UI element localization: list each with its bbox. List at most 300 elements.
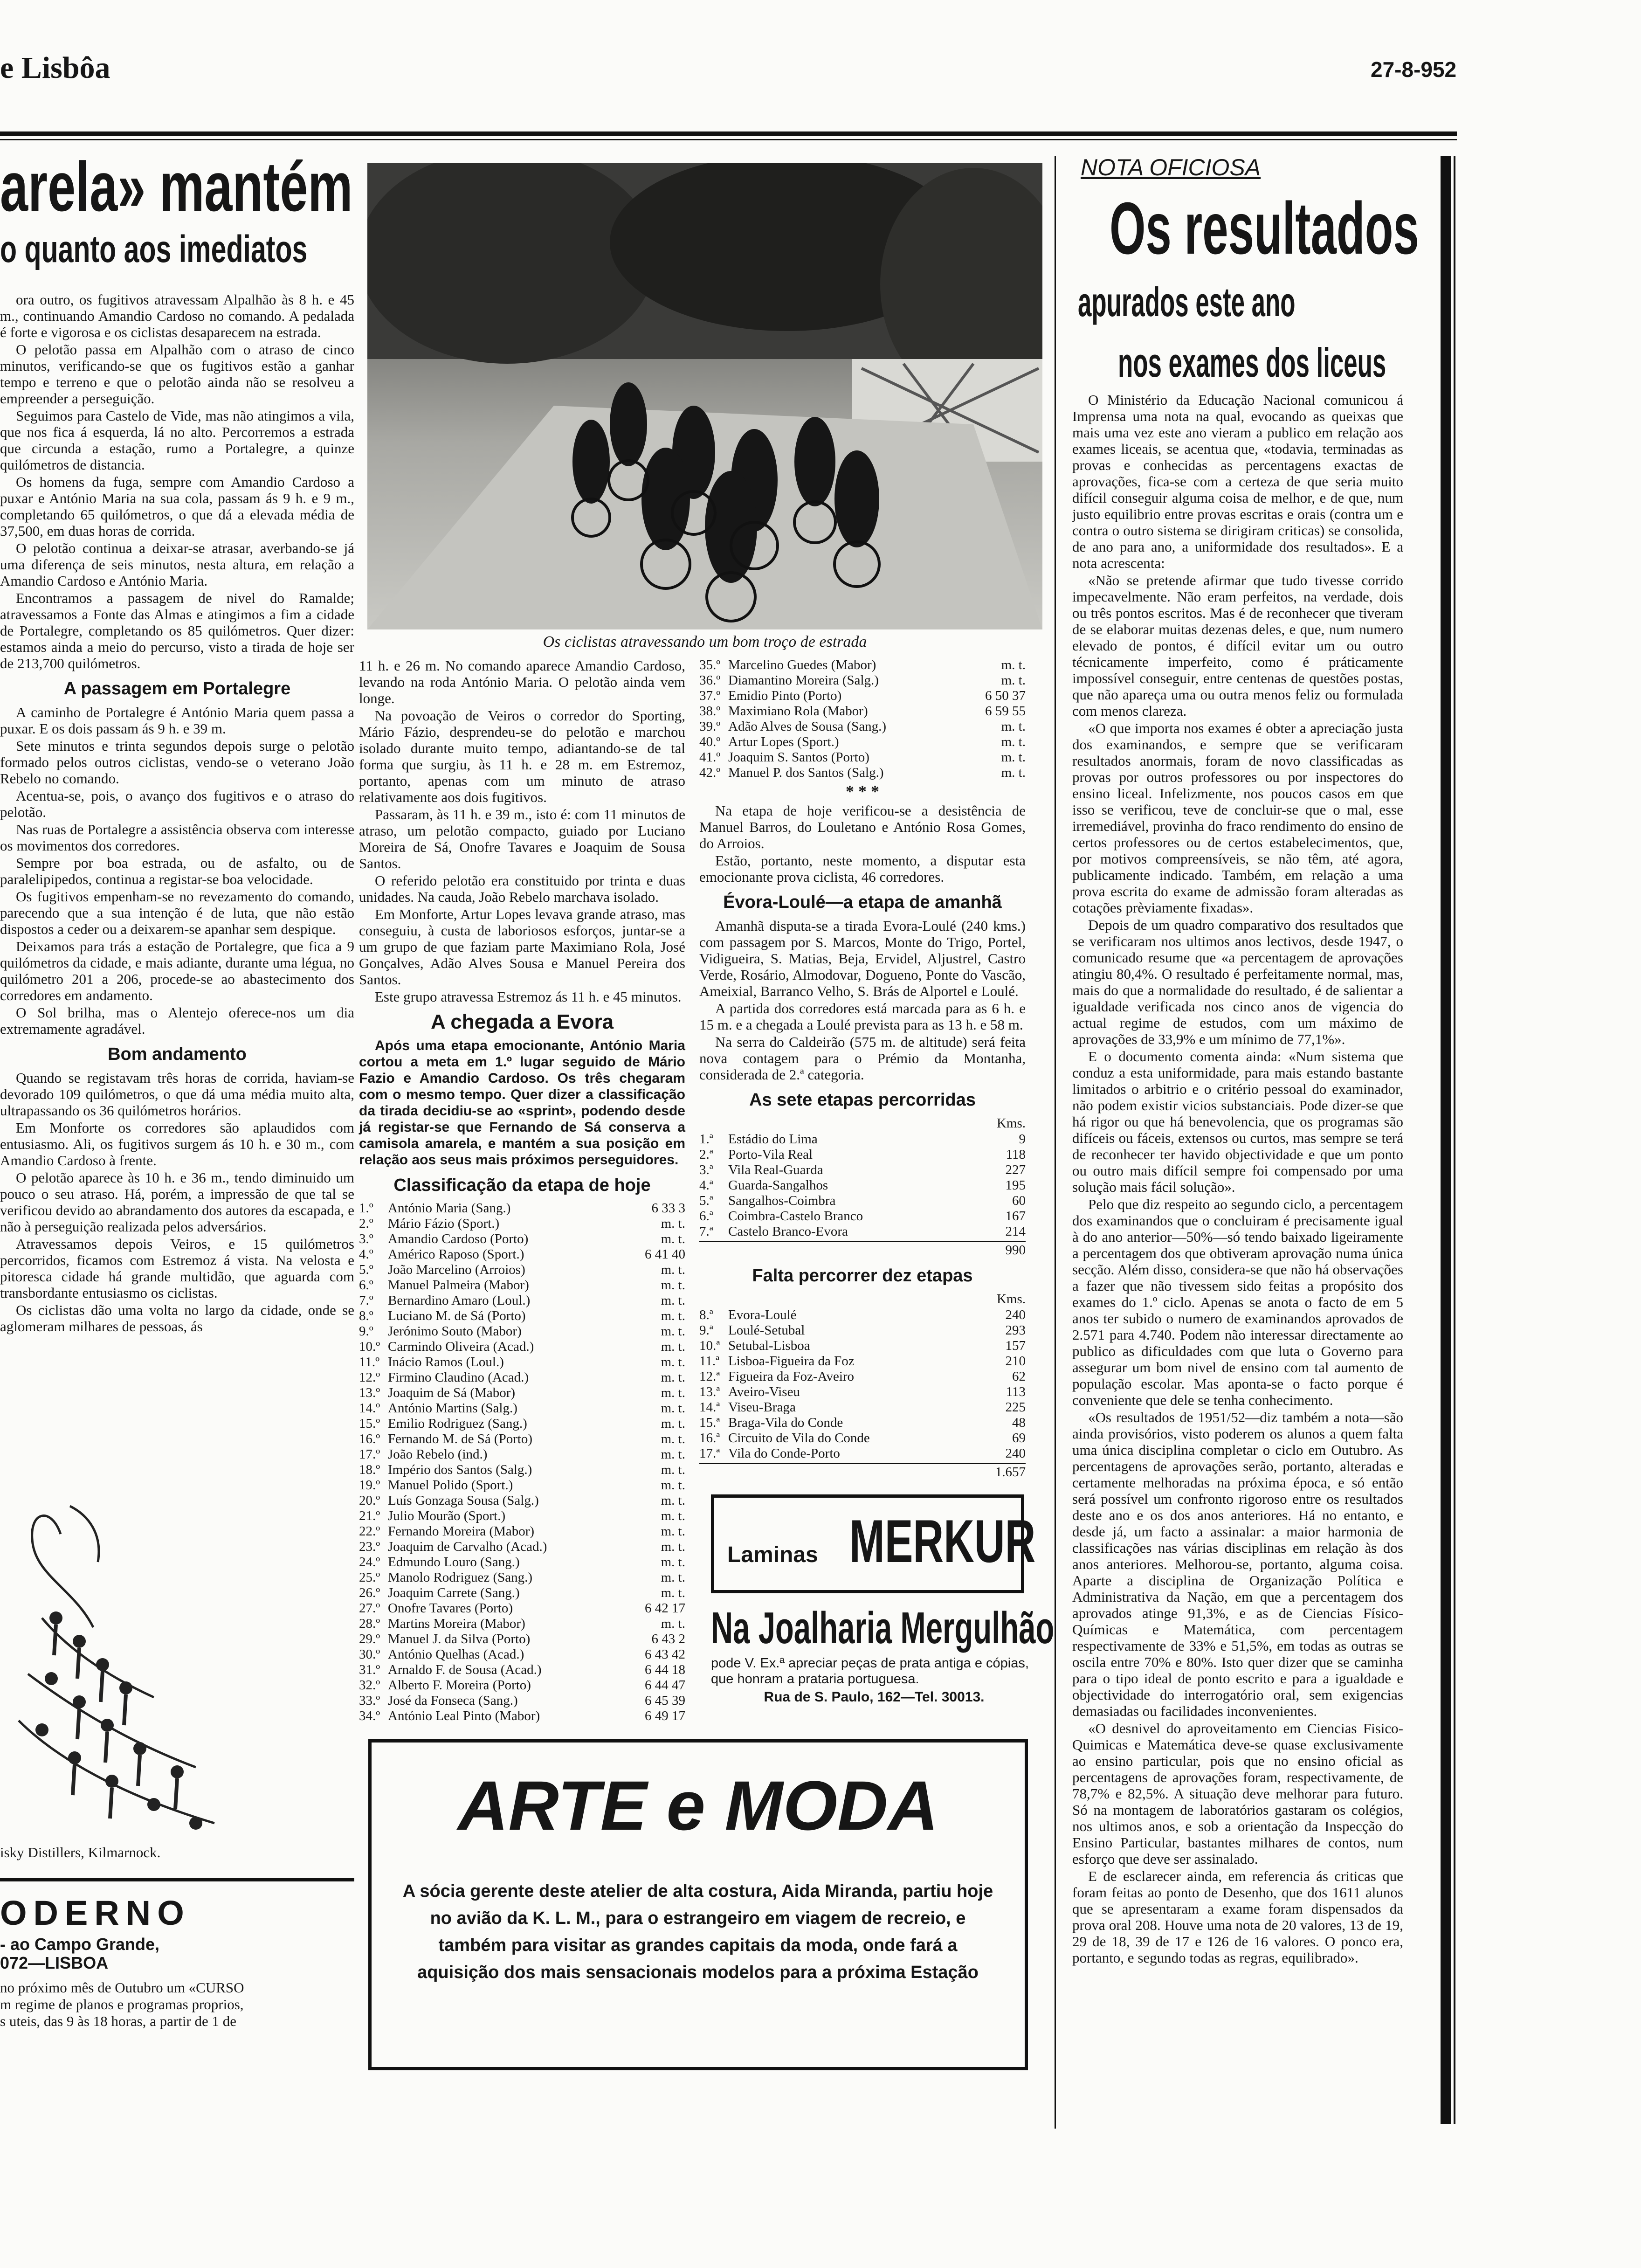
moderno-line5: s uteis, das 9 às 18 horas, a partir de 1 de	[0, 2013, 237, 2029]
table-row	[699, 1323, 1026, 1338]
left-p9: Acentua-se, pois, o avanço dos fugitivos e o atraso do pelotão.	[0, 788, 354, 820]
stage-number: 6.ª	[699, 1209, 713, 1224]
moderno-line3: no próximo mês de Outubro um «CURSO	[0, 1979, 244, 1996]
stage-km: 118	[1006, 1147, 1026, 1162]
row-time: 6 49 17	[645, 1708, 685, 1723]
rmid-p3: Amanhã disputa-se a tirada Evora-Loulé (240 kms.) com passagem por S. Marcos, Monte do Trigo, Portel, Vidigueira, S. Matias, Beja, Ervidel, Aljustrel, Castro Verde, Rosário, Almodovar, Dogueno, Ponte do Vascão, Ameixial, Barranco Velho, S. Brás de Alportel e Loulé.	[699, 918, 1026, 999]
row-position: 4.º	[359, 1247, 373, 1262]
mergulhao-body: pode V. Ex.ª apreciar peças de prata antiga e cópias, que honram a prataria portuguesa.	[711, 1656, 1029, 1687]
row-name: Emilio Rodriguez (Sang.)	[388, 1416, 527, 1431]
row-position: 34.º	[359, 1708, 380, 1723]
row-name: Manolo Rodriguez (Sang.)	[388, 1570, 533, 1585]
table-row	[359, 1324, 685, 1339]
arte-moda-title: ARTE e MODA	[458, 1766, 938, 1845]
row-name: Amandio Cardoso (Porto)	[388, 1231, 529, 1246]
stage-km: 167	[1005, 1209, 1026, 1224]
row-time: m. t.	[661, 1478, 685, 1493]
row-time: m. t.	[661, 1462, 685, 1477]
row-position: 8.º	[359, 1308, 373, 1323]
row-name: António Maria (Sang.)	[388, 1201, 511, 1216]
left-headline-2: o quanto aos imediatos	[0, 228, 308, 270]
row-time: 6 33 3	[651, 1201, 685, 1216]
rmid-p2: Estão, portanto, neste momento, a disputar esta emocionante prova ciclista, 46 corredores.	[699, 852, 1026, 885]
row-time: m. t.	[661, 1447, 685, 1462]
mid-p2: Na povoação de Veiros o corredor do Sporting, Mário Fázio, desprendeu-se do pelotão e marchou isolado durante muito tempo, adiantando-se de tal forma que surgiu, às 11 h. e 28 m. em Estremoz, portanto, apenas com um minuto de atraso relativamente aos dois fugitivos.	[359, 707, 685, 805]
classification-table	[359, 1201, 685, 1724]
row-name: Diamantino Moreira (Salg.)	[728, 673, 879, 688]
row-time: m. t.	[661, 1262, 685, 1277]
nota-deck-1: apurados este ano	[1078, 279, 1296, 325]
table-row	[359, 1355, 685, 1370]
whisky-ad-illustration	[0, 1478, 354, 1851]
stage-route: Braga-Vila do Conde	[728, 1415, 843, 1430]
row-name: Artur Lopes (Sport.)	[728, 734, 839, 749]
row-position: 18.º	[359, 1462, 380, 1477]
row-position: 6.º	[359, 1278, 373, 1293]
mid-p5: Em Monforte, Artur Lopes levava grande atraso, mas conseguiu, à custa de laboriosos esforços, juntar-se a um grupo de que faziam parte Maximiano Rola, José Gonçalves, Adão Alves Sousa e Manuel Pereira dos Santos.	[359, 906, 685, 988]
stage-number: 13.ª	[699, 1384, 720, 1399]
arte-moda-ad	[368, 1739, 1028, 2070]
stage-route: Figueira da Foz-Aveiro	[728, 1369, 855, 1384]
table-row	[359, 1570, 685, 1585]
nota-p8: «O desnivel do aproveitamento em Ciencias Fisico-Quimicas e Matemática deve-se quase exclusivamente ao ensino particular, pois que no ensino oficial as percentagens de aprovações foram, respectivamente, de 78,7% e 82,5%. A situação deve melhorar para futuro. Só na montagem de laboratórios gastaram os colégios, nos ultimos anos, e sob a orientação da Inspecção do Ensino Particular, bastantes milhares de contos, num esforço que deve ser assinalado.	[1072, 1720, 1403, 1867]
row-time: 6 44 18	[645, 1662, 685, 1677]
row-position: 32.º	[359, 1678, 380, 1693]
row-position: 21.º	[359, 1508, 380, 1523]
nota-p2: «Não se pretende afirmar que tudo tivesse corrido impecavelmente. Não eram perfeitos, na verdade, dois ou três pontos escritos. Mas é de reconhecer que tiveram de se elaborar muitas dezenas deles, e que, num numero elevado de pontos, é difícil evitar um ou outro técnicamente imperfeito, como é práticamente impossível conseguir, entre centenas de questões postas, que não apareça uma ou outra menos feliz ou formulada com menos clareza.	[1072, 572, 1403, 719]
left-subhead-andamento: Bom andamento	[108, 1044, 247, 1064]
row-name: Jerónimo Souto (Mabor)	[388, 1324, 522, 1339]
header-rule-thick	[0, 131, 1457, 136]
table-row	[699, 1147, 1026, 1162]
row-name: Adão Alves de Sousa (Sang.)	[728, 719, 887, 734]
row-time: 6 41 40	[645, 1247, 685, 1262]
row-position: 30.º	[359, 1647, 380, 1662]
table-row	[699, 1307, 1026, 1323]
row-time: m. t.	[661, 1308, 685, 1323]
page-date: 27-8-952	[1371, 57, 1457, 82]
rmid-p5: Na serra do Caldeirão (575 m. de altitude) será feita nova contagem para o Prémio da Montanha, considerada de 2.ª categoria.	[699, 1034, 1026, 1083]
row-name: Mário Fázio (Sport.)	[388, 1216, 500, 1231]
table-row	[699, 1178, 1026, 1193]
row-position: 28.º	[359, 1616, 380, 1631]
distillers-text: isky Distillers, Kilmarnock.	[0, 1844, 161, 1860]
table-row	[699, 719, 1026, 734]
stage-number: 5.ª	[699, 1193, 713, 1208]
table-row	[359, 1539, 685, 1555]
row-name: Joaquim Carrete (Sang.)	[388, 1585, 520, 1600]
table-row	[359, 1601, 685, 1616]
row-name: Edmundo Louro (Sang.)	[388, 1555, 520, 1570]
row-time: m. t.	[661, 1508, 685, 1523]
table-row	[699, 765, 1026, 781]
row-time: m. t.	[661, 1539, 685, 1554]
table-row	[699, 1431, 1026, 1446]
row-name: Joaquim de Carvalho (Acad.)	[388, 1539, 547, 1554]
row-position: 20.º	[359, 1493, 380, 1508]
stage-route: Vila do Conde-Porto	[728, 1446, 840, 1461]
table-row	[699, 1193, 1026, 1209]
stage-route: Porto-Vila Real	[728, 1147, 813, 1162]
table-row	[359, 1616, 685, 1632]
stage-number: 2.ª	[699, 1147, 713, 1162]
row-time: m. t.	[661, 1339, 685, 1354]
row-position: 36.º	[699, 673, 721, 688]
nota-p6: Pelo que diz respeito ao segundo ciclo, a percentagem dos examinandos que o concluiram é precisamente igual à do ano anterior—50%—só tendo baixado ligeiramente a percentagem dos que obtiveram aprovação numa única secção. Além disso, considera-se que não há observações a fazer que não tivessem sido feitas a propósito dos exames do 1.º ciclo. Apenas se anota o facto de em 5 anos ter subido o numero de examinandos aprovados de 2.571 para 4.740. Podem não interessar directamente ao publico as dificuldades com que luta o Governo para assegurar um bom nivel de ensino com tal aumento de população escolar. Mas aponta-se o facto porque é conveniente que dele se tenha conhecimento.	[1072, 1196, 1403, 1408]
row-position: 40.º	[699, 734, 721, 749]
row-name: Américo Raposo (Sport.)	[388, 1247, 524, 1262]
left-p1: ora outro, os fugitivos atravessam Alpalhão às 8 h. e 45 m., continuando Amandio Cardoso no comando. A pedalada é forte e vigorosa e os ciclistas desaparecem na estrada.	[0, 291, 354, 340]
nota-p9: E de esclarecer ainda, em referencia ás criticas que foram feitas ao ponto de Desenho, que dos 1611 alunos que se apresentaram a exame foram dispensados da prova oral 208. Houve uma nota de 20 valores, 13 de 19, 29 de 18, 39 de 17 e 126 de 16 valores. O ponco era, portanto, e segundo todas as regras, equilibrado».	[1072, 1868, 1403, 1966]
stage-km: 113	[1006, 1384, 1026, 1399]
table-row	[359, 1370, 685, 1385]
row-name: António Leal Pinto (Mabor)	[388, 1708, 540, 1723]
row-time: 6 50 37	[985, 688, 1026, 703]
stage-km: 157	[1005, 1338, 1026, 1353]
moderno-title: ODERNO	[0, 1894, 191, 1932]
table-row	[699, 1446, 1026, 1461]
row-name: Luciano M. de Sá (Porto)	[388, 1308, 526, 1323]
merkur-ad	[711, 1494, 1036, 1593]
row-time: 6 42 17	[645, 1601, 685, 1616]
left-p5: O pelotão continua a deixar-se atrasar, averbando-se já uma diferença de seis minutos, nesta altura, em relação a Amandio Cardoso e António Maria.	[0, 540, 354, 589]
subhead-classificacao: Classificação da etapa de hoje	[393, 1175, 651, 1195]
left-p3: Seguimos para Castelo de Vide, mas não atingimos a vila, que nos fica á esquerda, lá no alto. Percorremos a estrada que circunda a estação, rumo a Portalegre, a quinze quilómetros de distancia.	[0, 408, 354, 473]
stage-km: 227	[1005, 1162, 1026, 1177]
table-row	[359, 1678, 685, 1693]
merkur-big: MERKUR	[849, 1507, 1036, 1575]
stage-route: Loulé-Setubal	[728, 1323, 805, 1338]
stage-number: 14.ª	[699, 1400, 720, 1415]
mid-bold-paragraph: Após uma etapa emocionante, António Maria cortou a meta em 1.º lugar seguido de Mário Fazio e Amandio Cardoso. Os três chegaram com o mesmo tempo. Quer dizer a classificação da tirada decidiu-se ao «sprint», podendo desde já registar-se que Fernando de Sá conserva a camisola amarela, e mantém a sua posição em relação aos seus mais próximos perseguidores.	[359, 1038, 685, 1168]
table-row	[359, 1478, 685, 1493]
left-p16: Em Monforte os corredores são aplaudidos com entusiasmo. Ali, os fugitivos surgem ás 10 h. e 30 m., com Amandio Cardoso à frente.	[0, 1120, 354, 1169]
table-row	[359, 1231, 685, 1247]
left-p13: Deixamos para trás a estação de Portalegre, que fica a 9 quilómetros da cidade, e mais adiante, durante uma légua, no quilómetro 201 a 206, procede-se ao abastecimento dos corredores em andamento.	[0, 938, 354, 1003]
row-position: 9.º	[359, 1324, 373, 1339]
stage-number: 3.ª	[699, 1162, 713, 1177]
row-time: 6 59 55	[985, 704, 1026, 719]
masthead-fragment: e Lisbôa	[0, 51, 110, 85]
stage-km: 9	[1019, 1132, 1026, 1147]
row-name: Império dos Santos (Salg.)	[388, 1462, 532, 1477]
row-name: Fernando Moreira (Mabor)	[388, 1524, 535, 1539]
todo-total: 1.657	[699, 1463, 1026, 1480]
row-name: Fernando M. de Sá (Porto)	[388, 1431, 533, 1446]
table-row	[359, 1385, 685, 1401]
left-p19: Os ciclistas dão uma volta no largo da cidade, onde se aglomeram milhares de pessoas, ás	[0, 1302, 354, 1335]
table-row	[699, 1338, 1026, 1354]
table-row	[699, 1354, 1026, 1369]
mid-p4: O referido pelotão era constituido por trinta e duas unidades. Na cauda, João Rebelo marchava isolado.	[359, 872, 685, 905]
row-position: 1.º	[359, 1201, 373, 1216]
table-row	[699, 1132, 1026, 1147]
table-row	[699, 1400, 1026, 1415]
row-time: m. t.	[661, 1355, 685, 1369]
photo-scene	[367, 163, 1042, 629]
subhead-falta-percorrer: Falta percorrer dez etapas	[752, 1266, 973, 1286]
table-row	[359, 1585, 685, 1601]
classification-table-cont	[699, 657, 1026, 781]
left-subhead-portalegre: A passagem em Portalegre	[63, 679, 291, 698]
table-row	[359, 1447, 685, 1462]
row-name: Joaquim S. Santos (Porto)	[728, 750, 869, 765]
stage-number: 1.ª	[699, 1132, 713, 1147]
mid-p1: 11 h. e 26 m. No comando aparece Amandio Cardoso, levando na roda António Maria. O pelotão ainda vem longe.	[359, 657, 685, 706]
row-position: 2.º	[359, 1216, 373, 1231]
arte-moda-body: A sócia gerente deste atelier de alta costura, Aida Miranda, partiu hoje no avião da K. L. M., para o estrangeiro em viagem de recreio, e também para visitar as grandes capitais da moda, onde fará a aquisição dos mais sensacionais modelos para a próxima Estação	[402, 1881, 993, 1982]
row-time: m. t.	[661, 1278, 685, 1293]
row-position: 14.º	[359, 1401, 380, 1416]
left-p10: Nas ruas de Portalegre a assistência observa com interesse os movimentos dos corredores.	[0, 821, 354, 854]
row-time: m. t.	[661, 1370, 685, 1385]
row-name: Julio Mourão (Sport.)	[388, 1508, 506, 1523]
nota-left-rule	[1055, 156, 1056, 2129]
row-name: António Martins (Salg.)	[388, 1401, 517, 1416]
row-name: Inácio Ramos (Loul.)	[388, 1355, 504, 1369]
nota-kicker: NOTA OFICIOSA	[1081, 154, 1261, 180]
row-name: João Rebelo (ind.)	[388, 1447, 488, 1462]
table-row	[359, 1662, 685, 1678]
table-row	[359, 1708, 685, 1724]
stage-route: Circuito de Vila do Conde	[728, 1431, 870, 1445]
left-p15: Quando se registavam três horas de corrida, haviam-se devorado 109 quilómetros, o que dá uma média muito alta, ultrapassando os 36 quilómetros horários.	[0, 1070, 354, 1119]
table-row	[359, 1647, 685, 1662]
stage-number: 4.ª	[699, 1178, 713, 1193]
nota-right-rule-thick	[1441, 156, 1451, 2124]
row-time: m. t.	[661, 1231, 685, 1246]
row-name: Martins Moreira (Mabor)	[388, 1616, 525, 1631]
left-headline-1: arela» mantém	[0, 147, 353, 226]
row-name: António Quelhas (Acad.)	[388, 1647, 524, 1662]
nota-body	[1072, 392, 1403, 1967]
row-name: Arnaldo F. de Sousa (Acad.)	[388, 1662, 542, 1677]
row-position: 12.º	[359, 1370, 380, 1385]
row-time: m. t.	[1001, 750, 1026, 765]
stage-km: 240	[1005, 1446, 1026, 1461]
row-time: m. t.	[661, 1493, 685, 1508]
row-position: 31.º	[359, 1662, 380, 1677]
nota-p4: Depois de um quadro comparativo dos resultados que se verificaram nos ultimos anos lectivos, desde 1947, o comunicado resume que «a percentagem de aprovações atingiu 80,4%. O resultado é perfeitamente normal, mas, mais do que a normalidade do resultado, é de salientar a igualdade verificada nos cinco anos de vigencia do actual regime de estudos, com um máximo de aprovações de 33,9% e um mínimo de 77,1%».	[1072, 917, 1403, 1047]
row-time: m. t.	[1001, 673, 1026, 688]
mid-p6: Este grupo atravessa Estremoz ás 11 h. e 45 minutos.	[375, 989, 682, 1005]
table-row	[699, 1415, 1026, 1431]
stage-route: Viseu-Braga	[728, 1400, 796, 1415]
table-row	[359, 1493, 685, 1508]
table-row	[359, 1431, 685, 1447]
row-name: Manuel Polido (Sport.)	[388, 1478, 513, 1493]
row-name: Alberto F. Moreira (Porto)	[388, 1678, 531, 1693]
row-time: m. t.	[661, 1524, 685, 1539]
row-name: Manuel Palmeira (Mabor)	[388, 1278, 529, 1293]
stage-number: 12.ª	[699, 1369, 720, 1384]
row-position: 10.º	[359, 1339, 380, 1354]
table-row	[699, 1224, 1026, 1239]
row-name: Manuel J. da Silva (Porto)	[388, 1632, 531, 1646]
table-row	[359, 1293, 685, 1308]
stage-km: 62	[1012, 1369, 1026, 1384]
row-position: 23.º	[359, 1539, 380, 1554]
table-row	[359, 1308, 685, 1324]
stage-route: Guarda-Sangalhos	[728, 1178, 828, 1193]
row-position: 11.º	[359, 1355, 380, 1369]
row-time: m. t.	[1001, 719, 1026, 734]
row-position: 3.º	[359, 1231, 373, 1246]
mergulhao-title: Na Joalharia Mergulhão	[711, 1603, 1055, 1653]
table-row	[699, 1369, 1026, 1384]
row-position: 16.º	[359, 1431, 380, 1446]
table-row	[699, 734, 1026, 750]
table-row	[359, 1262, 685, 1278]
subhead-evora-loule: Évora-Loulé—a etapa de amanhã	[723, 892, 1002, 912]
row-time: m. t.	[1001, 657, 1026, 672]
stage-number: 16.ª	[699, 1431, 720, 1445]
moderno-body	[0, 1979, 244, 2030]
mergulhao-address: Rua de S. Paulo, 162—Tel. 30013.	[764, 1689, 985, 1705]
moderno-line1: - ao Campo Grande,	[0, 1935, 160, 1954]
row-name: Manuel P. dos Santos (Salg.)	[728, 765, 884, 780]
row-time: m. t.	[661, 1616, 685, 1631]
nota-p5: E o documento comenta ainda: «Num sistema que conduz a esta uniformidade, para mais estando bastante limitados o arbitrio e o critério pessoal do examinador, não podem existir vicios substanciais. Pode dizer-se que há rigor ou que há benevolencia, que os programas são difíceis ou fáceis, extensos ou curtos, mas sempre se terá de reconhecer ter havido objectividade e que um ponto ou outro mais difícil sempre foi compensado por uma solução mais fácil solução».	[1072, 1048, 1403, 1195]
stage-km: 210	[1005, 1354, 1026, 1369]
left-p8: Sete minutos e trinta segundos depois surge o pelotão formado pelos outros ciclistas, vendo-se o veterano João Rebelo no comando.	[0, 738, 354, 787]
stage-km: 195	[1005, 1178, 1026, 1193]
row-time: m. t.	[661, 1585, 685, 1600]
row-position: 35.º	[699, 657, 721, 672]
nota-p1: O Ministério da Educação Nacional comunicou á Imprensa uma nota na qual, evocando as queixas que mais uma vez este ano vieram a publico em relação aos exames liceais, se acentua que, «todavia, terminadas as provas e conhecidas as percentagens exactas de aprovações, fica-se com a certeza de que seria muito difícil conseguir alguma coisa de melhor, e de que, num justo equilibrio entre provas escritas e orais (contra um e contra o outro sistema se dirigiram criticas) se consolida, de ano para ano, a uniformidade dos resultados». E a nota acrescenta:	[1072, 392, 1403, 571]
row-position: 22.º	[359, 1524, 380, 1539]
stage-km: 225	[1005, 1400, 1026, 1415]
row-time: 6 43 2	[651, 1632, 685, 1646]
row-name: Firmino Claudino (Acad.)	[388, 1370, 529, 1385]
left-p4: Os homens da fuga, sempre com Amandio Cardoso a puxar e António Maria na sua cola, passam ás 9 h. e 9 m., completando 65 quilómetros, o que dá a elevada média de 37,500, em duas horas de corrida.	[0, 474, 354, 539]
row-time: m. t.	[661, 1293, 685, 1308]
left-p17: O pelotão aparece às 10 h. e 36 m., tendo diminuido um pouco o seu atraso. Há, porém, a impressão de que tal se verificou devido ao abrandamento dos autores da escapada, e não à perseguição realizada pelos adversários.	[0, 1169, 354, 1235]
row-position: 5.º	[359, 1262, 373, 1277]
row-time: m. t.	[661, 1385, 685, 1400]
table-row	[699, 1384, 1026, 1400]
left-article-body	[0, 291, 354, 1335]
left-ad-rule-top	[0, 1878, 354, 1881]
table-row	[699, 704, 1026, 719]
stage-route: Aveiro-Viseu	[728, 1384, 800, 1399]
stage-route: Estádio do Lima	[728, 1132, 818, 1147]
nota-deck-2: nos exames dos liceus	[1118, 339, 1386, 386]
row-name: Maximiano Rola (Mabor)	[728, 704, 868, 719]
row-time: 6 43 42	[645, 1647, 685, 1662]
row-position: 17.º	[359, 1447, 380, 1462]
stage-number: 9.ª	[699, 1323, 713, 1338]
row-name: Luís Gonzaga Sousa (Salg.)	[388, 1493, 539, 1508]
row-position: 42.º	[699, 765, 721, 780]
row-position: 29.º	[359, 1632, 380, 1646]
done-total: 990	[699, 1241, 1026, 1258]
stage-number: 15.ª	[699, 1415, 720, 1430]
row-name: Bernardino Amaro (Loul.)	[388, 1293, 531, 1308]
row-name: João Marcelino (Arroios)	[388, 1262, 525, 1277]
subhead-sete-etapas: As sete etapas percorridas	[749, 1090, 976, 1110]
header-rule-thin	[0, 139, 1457, 140]
left-p11: Sempre por boa estrada, ou de asfalto, ou de paralelipipedos, continua a registar-se boa velocidade.	[0, 855, 354, 887]
row-position: 24.º	[359, 1555, 380, 1570]
table-row	[359, 1278, 685, 1293]
row-name: Emidio Pinto (Porto)	[728, 688, 842, 703]
table-row	[359, 1247, 685, 1262]
stage-km: 214	[1005, 1224, 1026, 1239]
table-row	[699, 1162, 1026, 1178]
stage-km: 293	[1005, 1323, 1026, 1338]
nota-headline: Os resultados	[1110, 187, 1419, 270]
row-time: m. t.	[661, 1401, 685, 1416]
table-row	[699, 1209, 1026, 1224]
table-row	[359, 1555, 685, 1570]
table-row	[359, 1401, 685, 1416]
row-name: Marcelino Guedes (Mabor)	[728, 657, 876, 672]
table-row	[359, 1201, 685, 1216]
row-time: m. t.	[661, 1555, 685, 1570]
stage-number: 7.ª	[699, 1224, 713, 1239]
nota-p7: «Os resultados de 1951/52—diz também a nota—são ainda provisórios, visto poderem os alunos a quem falta uma única disciplina completar o ciclo em Outubro. As percentagens de aprovações serão, portanto, alteradas e certamente melhoradas na próxima época, e só então será possível um confronto rigoroso entre os resultados deste ano e os dos anos anteriores. Há no entanto, e desde já, um facto a assinalar: a maior harmonia de classificações nas várias disciplinas em relação às dos anos anteriores. Melhorou-se, portanto, alguma coisa. Aparte a disciplina de Organização Política e Administrativa da Nação, em que a percentagem dos aprovados atinge 91,3%, e as de Ciencias Físico-Químicas e Matemática, com percentagem respectivamente de 33% e 51,5%, em todas as outras se oscila entre 70% e 80%. Isto quer dizer que se caminha para o tipo ideal de ponto escrito e para a igualdade e objectividade do interrogatório oral, sem exigencias demasiadas ou facilidades inconvenientes.	[1072, 1409, 1403, 1719]
row-time: m. t.	[661, 1570, 685, 1585]
todo-stages-table	[699, 1307, 1026, 1461]
stage-route: Vila Real-Guarda	[728, 1162, 823, 1177]
stage-number: 11.ª	[699, 1354, 720, 1369]
kms-label-2: Kms.	[996, 1292, 1026, 1307]
moderno-line4: m regime de planos e programas proprios,	[0, 1996, 244, 2012]
row-time: m. t.	[661, 1431, 685, 1446]
table-row	[359, 1693, 685, 1708]
row-name: Onofre Tavares (Porto)	[388, 1601, 513, 1616]
moderno-address	[0, 1935, 159, 1972]
stage-km: 240	[1005, 1307, 1026, 1322]
left-p2: O pelotão passa em Alpalhão com o atraso de cinco minutos, verificando-se que os fugitivos estão a ganhar tempo e terreno e que o pelotão ainda não se resolveu a empreender a perseguição.	[0, 341, 354, 407]
row-position: 41.º	[699, 750, 721, 765]
left-p7: A caminho de Portalegre é António Maria quem passa a puxar. E os dois passam ás 9 h. e 39 m.	[0, 704, 354, 737]
left-p12: Os fugitivos empenham-se no revezamento do comando, parecendo que a sua intenção é de luta, que não estão dispostos a ceder ou a deixarem-se apanhar sem despique.	[0, 888, 354, 937]
row-position: 7.º	[359, 1293, 373, 1308]
row-time: m. t.	[661, 1416, 685, 1431]
mergulhao-ad	[711, 1603, 1055, 1730]
rmid-p1: Na etapa de hoje verificou-se a desistência de Manuel Barros, do Louletano e António Rosa Gomes, do Arroios.	[699, 802, 1026, 851]
row-time: 6 45 39	[645, 1693, 685, 1708]
row-time: 6 44 47	[645, 1678, 685, 1693]
photo-caption: Os ciclistas atravessando um bom troço de estrada	[543, 633, 867, 650]
table-row	[359, 1462, 685, 1478]
rmid-p4: A partida dos corredores está marcada para as 6 h. e 15 m. e a chegada a Loulé prevista para as 13 h. e 58 m.	[699, 1000, 1026, 1033]
table-row	[359, 1524, 685, 1539]
row-position: 27.º	[359, 1601, 380, 1616]
table-row	[359, 1632, 685, 1647]
stage-route: Setubal-Lisboa	[728, 1338, 810, 1353]
left-p14: O Sol brilha, mas o Alentejo oferece-nos um dia extremamente agradável.	[0, 1004, 354, 1037]
stage-route: Castelo Branco-Evora	[728, 1224, 848, 1239]
stage-route: Evora-Loulé	[728, 1307, 797, 1322]
stage-km: 60	[1012, 1193, 1026, 1208]
row-name: Carmindo Oliveira (Acad.)	[388, 1339, 534, 1354]
cyclists-photo	[367, 163, 1042, 629]
table-row	[699, 673, 1026, 688]
row-position: 15.º	[359, 1416, 380, 1431]
mid-column	[359, 657, 685, 1724]
merkur-small: Laminas	[727, 1542, 818, 1567]
row-position: 37.º	[699, 688, 721, 703]
stage-number: 17.ª	[699, 1446, 720, 1461]
stage-number: 8.ª	[699, 1307, 713, 1322]
row-position: 19.º	[359, 1478, 380, 1493]
stars-divider: * * *	[846, 782, 879, 801]
stage-number: 10.ª	[699, 1338, 720, 1353]
stage-route: Lisboa-Figueira da Foz	[728, 1354, 855, 1369]
